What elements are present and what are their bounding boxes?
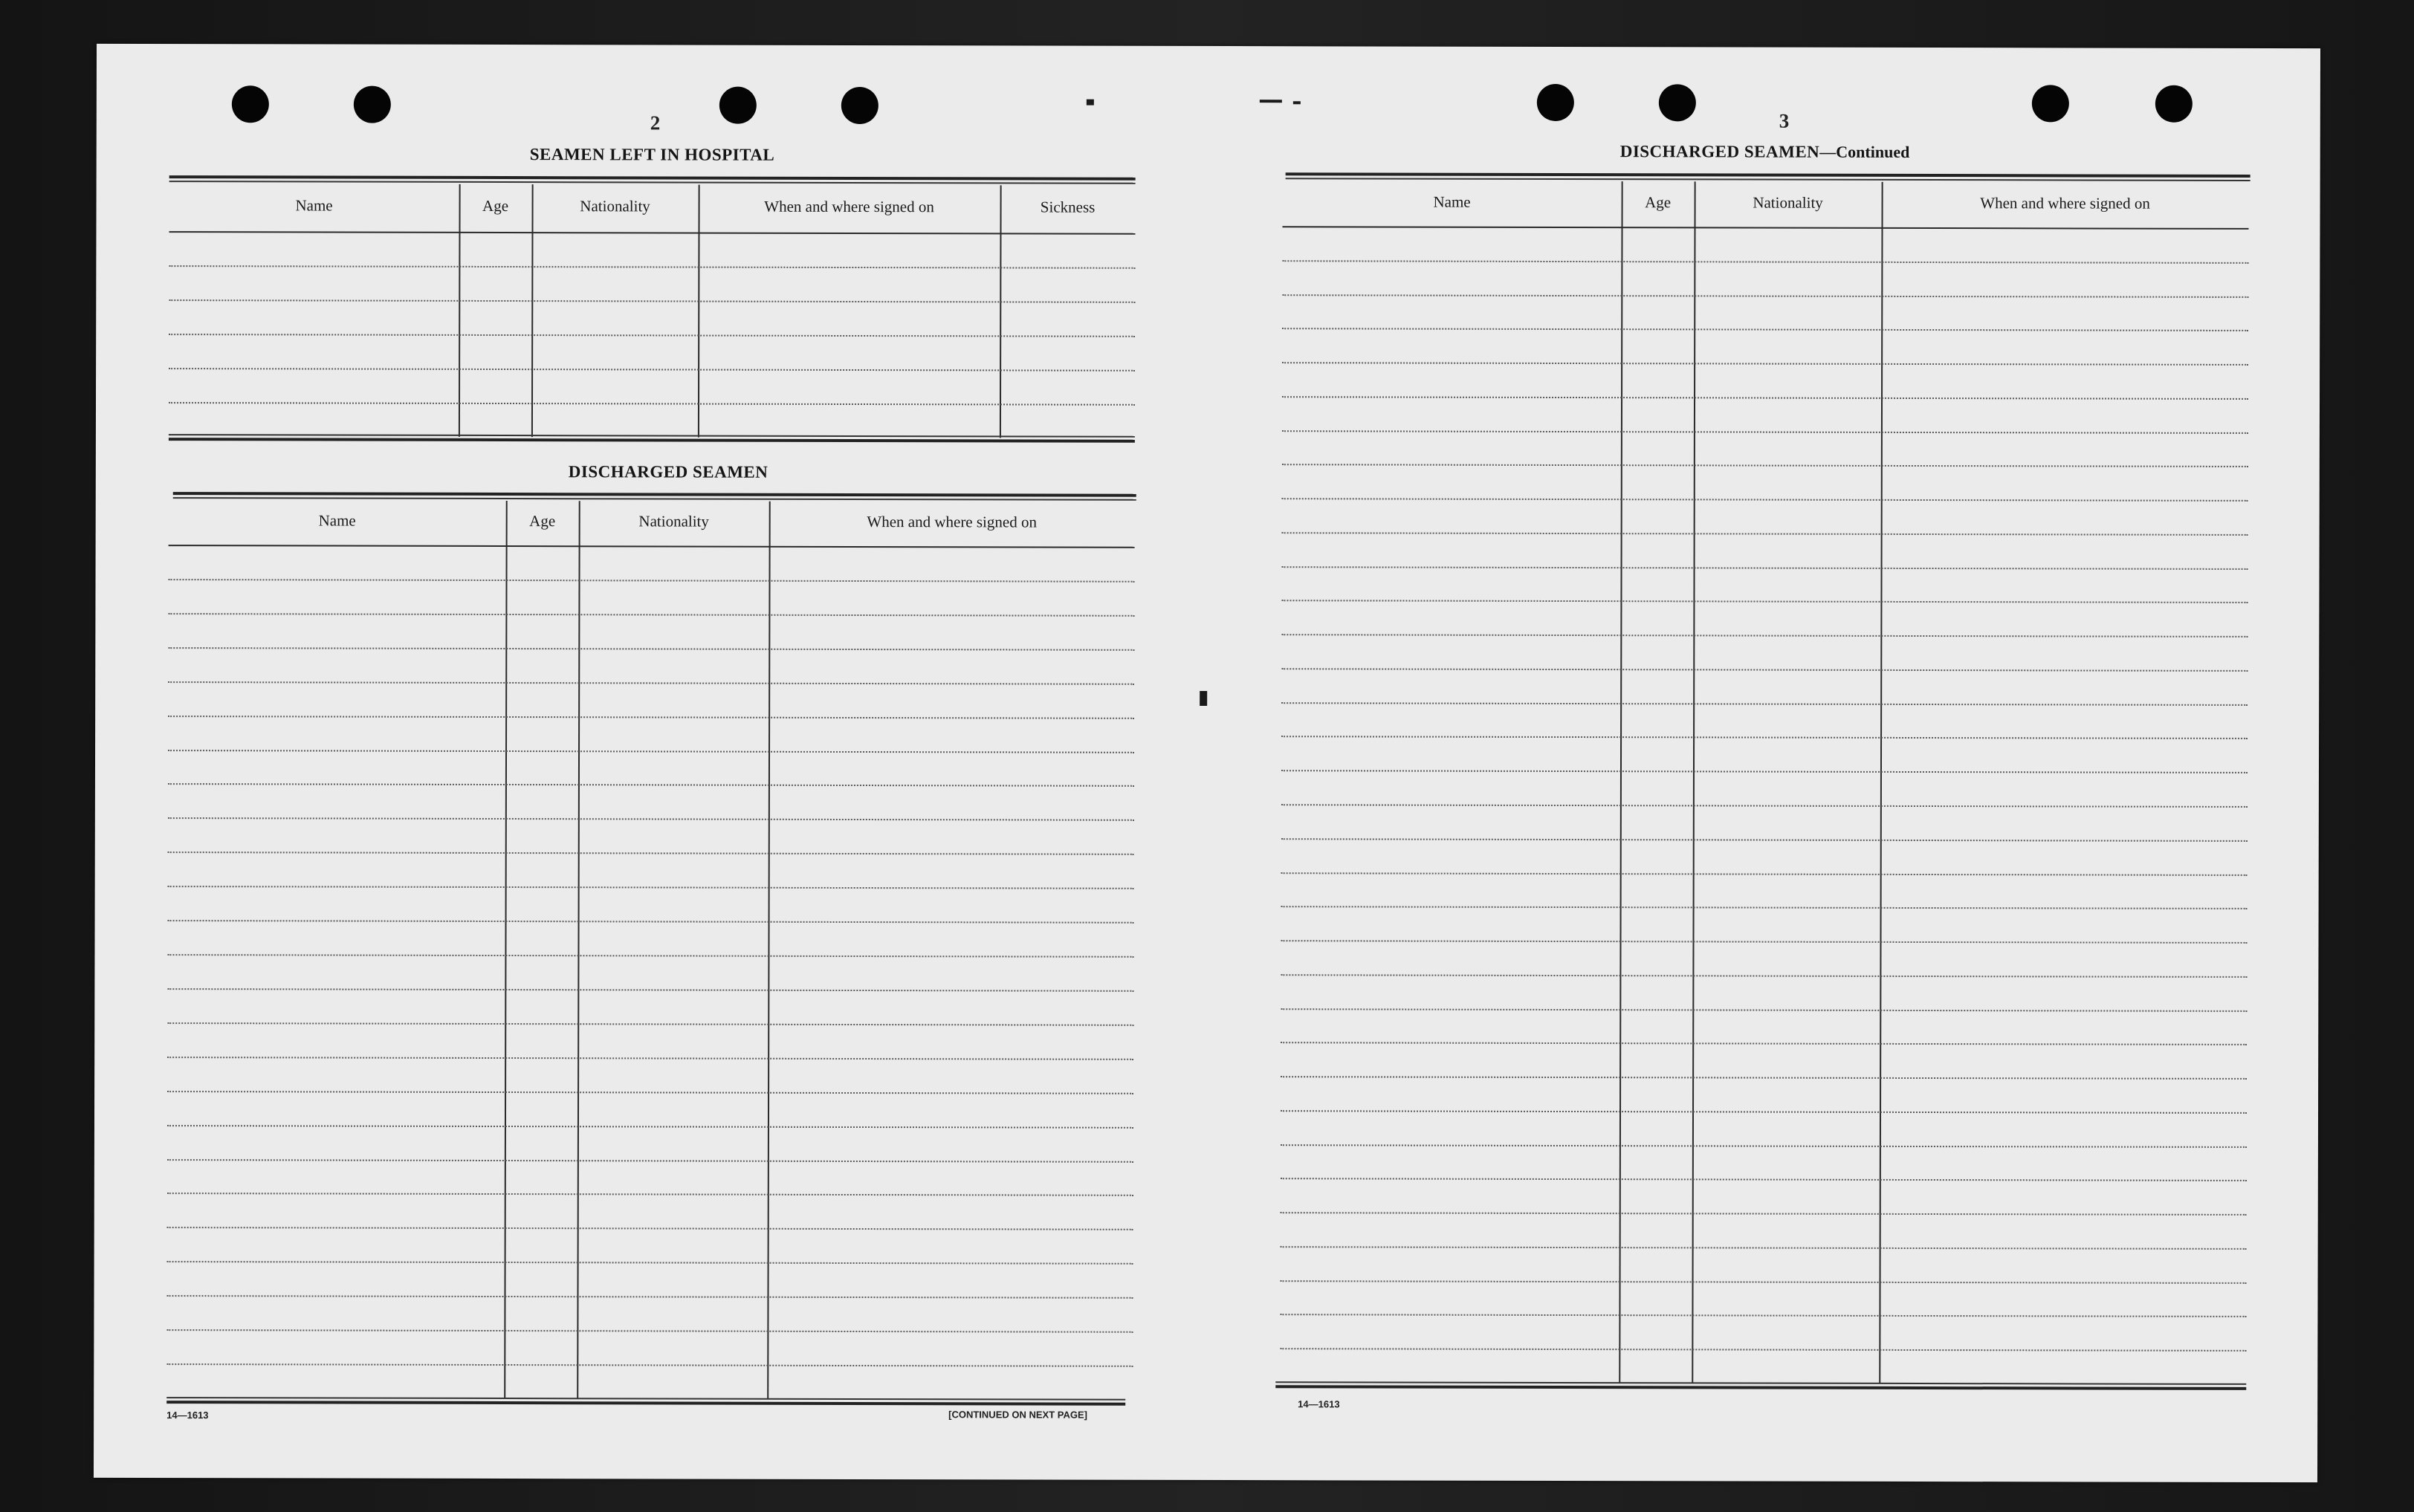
continued-table-bottom-rule	[1275, 1381, 2246, 1390]
entry-row-line	[168, 817, 1134, 821]
entry-row-line	[168, 886, 1134, 889]
entry-row-line	[1281, 1110, 2247, 1114]
binder-hole	[354, 86, 391, 123]
entry-row-line	[1282, 498, 2248, 502]
section-title-main: DISCHARGED SEAMEN	[1619, 142, 1820, 161]
entry-row-line	[1281, 736, 2248, 739]
entry-row-line	[1282, 464, 2248, 467]
binder-hole	[841, 87, 878, 124]
entry-row-line	[169, 334, 1135, 337]
entry-row-line	[1281, 770, 2248, 773]
hospital-table-bottom-rule	[169, 434, 1135, 443]
binder-hole	[1537, 84, 1574, 121]
entry-row-line	[1280, 1314, 2246, 1317]
entry-row-line	[166, 1295, 1133, 1299]
scan-speck	[1087, 100, 1094, 106]
entry-row-line	[1280, 1348, 2246, 1352]
column-header: When and where signed on	[867, 513, 1038, 531]
entry-row-line	[1281, 974, 2247, 978]
column-divider	[1692, 181, 1695, 1383]
entry-row-line	[1282, 430, 2248, 434]
form-number-left: 14—1613	[166, 1409, 209, 1421]
column-divider	[1619, 181, 1622, 1383]
hospital-table-top-rule	[169, 175, 1136, 184]
column-header: Sickness	[1040, 198, 1096, 216]
entry-row-line	[1281, 1178, 2247, 1181]
column-divider	[531, 184, 534, 437]
entry-row-line	[1281, 940, 2247, 944]
entry-row-line	[168, 920, 1134, 924]
entry-row-line	[1281, 1042, 2247, 1045]
binder-hole	[1659, 84, 1696, 121]
entry-row-line	[167, 1091, 1133, 1094]
form-number-right: 14—1613	[1298, 1398, 1340, 1410]
column-header: Name	[295, 196, 333, 215]
page-number-left: 2	[650, 111, 661, 134]
section-title-hospital: SEAMEN LEFT IN HOSPITAL	[529, 145, 775, 164]
entry-row-line	[168, 716, 1134, 719]
entry-row-line	[1281, 600, 2248, 603]
entry-row-line	[1282, 294, 2248, 298]
column-header: When and where signed on	[764, 197, 934, 216]
binder-hole	[719, 87, 757, 124]
scan-speck	[1293, 101, 1301, 104]
entry-row-line	[1281, 1246, 2247, 1250]
section-title-discharged: DISCHARGED SEAMEN	[568, 462, 768, 481]
entry-row-line	[169, 402, 1135, 406]
column-divider	[1879, 182, 1883, 1383]
section-title-suffix: —Continued	[1819, 142, 1910, 161]
column-header: Age	[1645, 193, 1672, 212]
binder-hole	[2155, 85, 2193, 123]
entry-row-line	[1281, 668, 2248, 672]
binder-hole	[232, 85, 269, 123]
entry-row-line	[1282, 396, 2248, 400]
column-header: Nationality	[580, 197, 650, 215]
entry-row-line	[1282, 260, 2248, 264]
entry-row-line	[1281, 702, 2248, 706]
entry-row-line	[1281, 872, 2248, 876]
entry-row-line	[167, 1227, 1133, 1230]
column-divider	[767, 502, 771, 1399]
column-header: Nationality	[1753, 193, 1823, 212]
discharged-table-bottom-rule	[166, 1397, 1125, 1406]
entry-row-line	[1282, 328, 2248, 331]
entry-row-line	[167, 1022, 1133, 1026]
entry-row-line	[168, 681, 1134, 685]
entry-row-line	[168, 783, 1134, 787]
header-underline	[169, 545, 1135, 548]
entry-row-line	[169, 368, 1135, 371]
entry-row-line	[166, 1363, 1133, 1367]
entry-row-line	[1281, 804, 2248, 808]
column-header: Name	[318, 511, 356, 530]
entry-row-line	[168, 647, 1134, 651]
column-header: Age	[482, 196, 509, 215]
entry-row-line	[167, 1159, 1133, 1163]
entry-row-line	[1281, 838, 2248, 842]
entry-row-line	[169, 299, 1135, 303]
entry-row-line	[1281, 1212, 2247, 1216]
entry-row-line	[167, 1193, 1133, 1196]
entry-row-line	[167, 954, 1133, 958]
entry-row-line	[167, 1125, 1133, 1129]
scan-speck	[1200, 691, 1207, 706]
column-header: When and where signed on	[1980, 194, 2150, 212]
header-underline	[169, 231, 1135, 235]
entry-row-line	[167, 988, 1133, 992]
discharged-table-top-rule	[173, 492, 1136, 501]
entry-row-line	[169, 265, 1135, 269]
entry-row-line	[167, 1261, 1133, 1265]
column-divider	[577, 501, 580, 1398]
entry-row-line	[168, 750, 1134, 753]
entry-row-line	[168, 613, 1134, 617]
scan-speck	[1260, 100, 1282, 103]
column-header: Age	[529, 512, 556, 531]
section-title-discharged-continued	[1620, 142, 1910, 162]
column-divider	[504, 501, 508, 1398]
entry-row-line	[167, 1057, 1133, 1060]
binder-hole	[2032, 85, 2069, 122]
column-divider	[1000, 185, 1002, 438]
entry-row-line	[168, 851, 1134, 855]
entry-row-line	[1282, 566, 2248, 570]
column-divider	[698, 185, 700, 438]
entry-row-line	[1281, 1144, 2247, 1148]
page-number-right: 3	[1779, 109, 1790, 132]
header-underline	[1283, 226, 2249, 230]
entry-row-line	[1281, 1076, 2247, 1080]
column-header: Name	[1433, 192, 1471, 211]
continued-table-top-rule	[1286, 172, 2250, 181]
column-header: Nationality	[638, 512, 709, 531]
entry-row-line	[1281, 1008, 2247, 1012]
entry-row-line	[166, 1329, 1133, 1333]
entry-row-line	[1282, 362, 2248, 366]
entry-row-line	[169, 579, 1135, 583]
entry-row-line	[1281, 1280, 2247, 1284]
column-divider	[459, 184, 461, 437]
continued-note: [CONTINUED ON NEXT PAGE]	[948, 1409, 1088, 1421]
entry-row-line	[1282, 532, 2248, 536]
form-sheet	[94, 44, 2320, 1482]
entry-row-line	[1281, 906, 2248, 909]
entry-row-line	[1281, 634, 2248, 637]
